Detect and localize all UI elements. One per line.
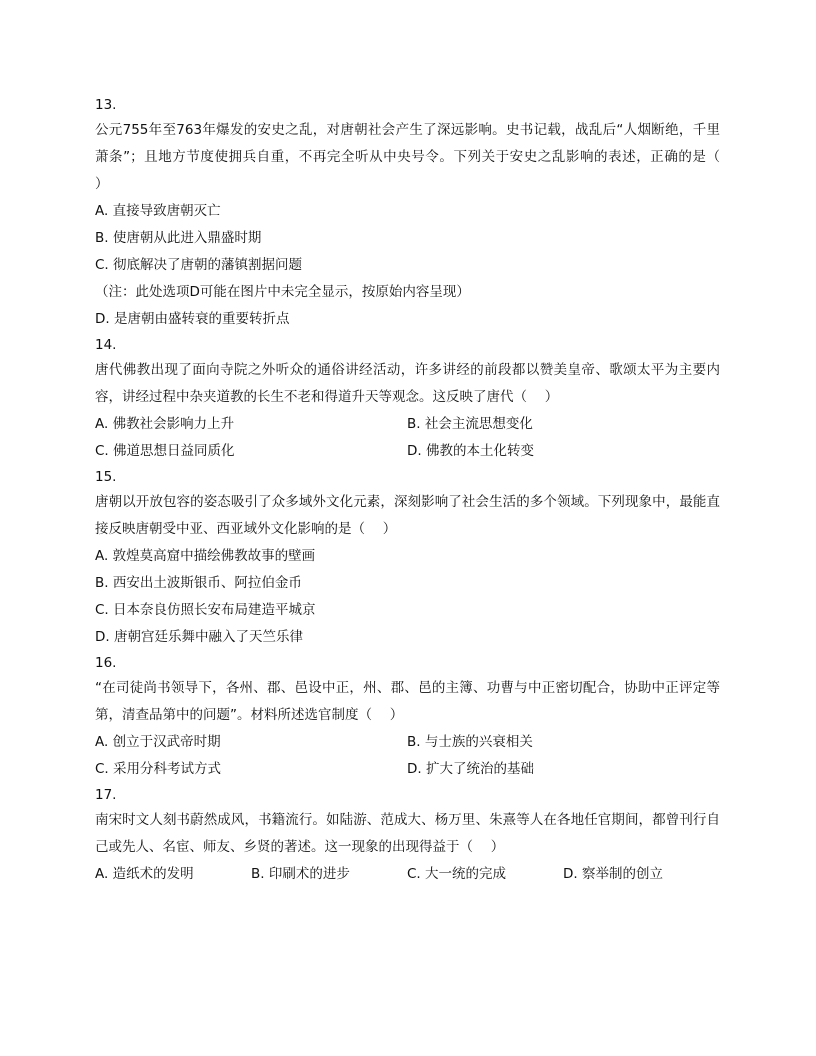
options-row (95, 438, 720, 465)
question-stem: “在司徒尚书领导下，各州、郡、邑设中正，州、郡、邑的主簿、功曹与中正密切配合，协助中正评定等第，清查品第中的问题”。材料所述选官制度（ ） (95, 680, 720, 723)
question-note: （注：此处选项D可能在图片中未完全显示，按原始内容呈现） (95, 284, 470, 300)
options-row (95, 411, 720, 438)
option-c: C. 彻底解决了唐朝的藩镇割据问题 (95, 257, 303, 273)
option-c: C. 佛道思想日益同质化 (95, 443, 235, 459)
options-row (95, 861, 720, 888)
option-a: A. 造纸术的发明 (95, 866, 194, 882)
question-14 (95, 333, 720, 465)
option-c: C. 日本奈良仿照长安布局建造平城京 (95, 602, 316, 618)
question-16 (95, 651, 720, 783)
option-b: B. 印刷术的进步 (251, 866, 350, 882)
question-number: 14. (95, 337, 117, 353)
options-row (95, 729, 720, 756)
question-stem: 唐代佛教出现了面向寺院之外听众的通俗讲经活动，许多讲经的前段都以赞美皇帝、歌颂太平为主要内容，讲经过程中杂夹道教的长生不老和得道升天等观念。这反映了唐代（ ） (95, 362, 720, 405)
option-d: D. 佛教的本土化转变 (407, 443, 534, 459)
options-row (95, 756, 720, 783)
option-d: D. 察举制的创立 (563, 866, 663, 882)
option-d: D. 扩大了统治的基础 (407, 761, 534, 777)
option-b: B. 与士族的兴衰相关 (407, 734, 533, 750)
question-17 (95, 783, 720, 888)
option-b: B. 使唐朝从此进入鼎盛时期 (95, 230, 262, 246)
question-13 (95, 93, 738, 333)
question-number: 13. (95, 97, 117, 113)
option-d: D. 是唐朝由盛转衰的重要转折点 (95, 311, 290, 327)
question-stem: 公元755年至763年爆发的安史之乱，对唐朝社会产生了深远影响。史书记载，战乱后“人烟断绝，千里萧条”；且地方节度使拥兵自重，不再完全听从中央号令。下列关于安史之乱影响的表述，正确的是（ ） (95, 122, 738, 192)
question-stem: 南宋时文人刻书蔚然成风，书籍流行。如陆游、范成大、杨万里、朱熹等人在各地任官期间，都曾刊行自己或先人、名宦、师友、乡贤的著述。这一现象的出现得益于（ ） (95, 812, 720, 855)
question-stem: 唐朝以开放包容的姿态吸引了众多域外文化元素，深刻影响了社会生活的多个领域。下列现象中，最能直接反映唐朝受中亚、西亚域外文化影响的是（ ） (95, 494, 720, 537)
option-c: C. 采用分科考试方式 (95, 761, 222, 777)
option-a: A. 创立于汉武帝时期 (95, 734, 221, 750)
question-number: 15. (95, 469, 117, 485)
question-list (95, 93, 738, 888)
option-b: B. 西安出土波斯银币、阿拉伯金币 (95, 575, 302, 591)
option-d: D. 唐朝宫廷乐舞中融入了天竺乐律 (95, 629, 303, 645)
option-b: B. 社会主流思想变化 (407, 416, 533, 432)
question-15 (95, 465, 720, 651)
option-a: A. 佛教社会影响力上升 (95, 416, 235, 432)
option-a: A. 直接导致唐朝灭亡 (95, 203, 221, 219)
option-a: A. 敦煌莫高窟中描绘佛教故事的壁画 (95, 548, 316, 564)
option-c: C. 大一统的完成 (407, 866, 507, 882)
question-number: 17. (95, 787, 117, 803)
question-number: 16. (95, 655, 117, 671)
